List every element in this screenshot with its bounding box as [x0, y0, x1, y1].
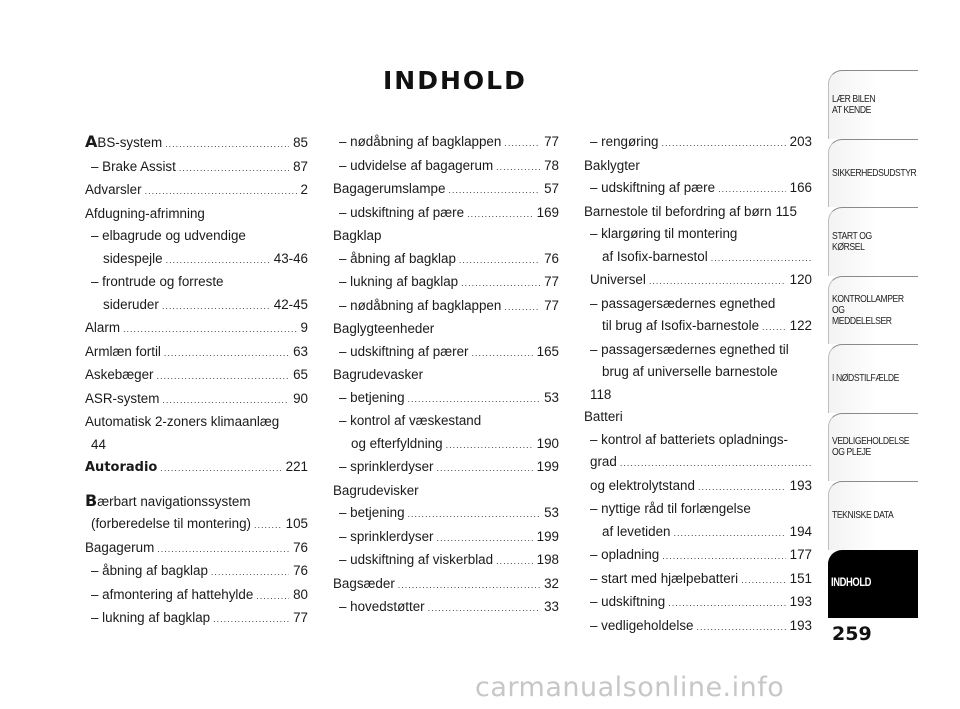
index-heading: Baklygter: [584, 157, 640, 173]
page-ref: 169: [536, 204, 559, 220]
index-entry: [584, 521, 812, 545]
page-number: 259: [832, 623, 872, 645]
index-entry: [85, 156, 308, 180]
entry-label: – nødåbning af bagklappen: [339, 297, 502, 313]
entry-label: Autoradio: [85, 460, 158, 475]
index-entry: [584, 131, 812, 155]
index-entry: [584, 544, 812, 568]
index-entry: [333, 549, 559, 573]
index-entry: [333, 155, 559, 179]
leader-dots: [496, 550, 533, 573]
entry-label: – start med hjælpebatteri: [590, 570, 739, 586]
index-entry: [85, 248, 308, 272]
index-entry: [85, 317, 308, 341]
watermark: carmanualsonline.info: [475, 672, 785, 703]
tab-tekniske-data[interactable]: [828, 481, 918, 550]
entry-label: (forberedelse til montering): [91, 516, 252, 531]
tab-label: LÆR BILEN AT KENDE: [832, 92, 876, 116]
leader-dots: [165, 133, 289, 156]
entry-label: sideruder: [103, 296, 159, 312]
entry-label: – udskiftning af pære: [339, 204, 465, 220]
index-column-2: [333, 131, 559, 620]
page-ref: 177: [789, 547, 812, 562]
tab-indhold[interactable]: [828, 550, 918, 619]
entry-label: Barnestole til befordring af børn: [584, 203, 772, 219]
index-entry: [85, 341, 308, 365]
index-entry: [85, 388, 308, 412]
leader-dots: [123, 318, 297, 341]
leader-dots: [461, 272, 540, 295]
tab-sikkerhedsudstyr[interactable]: [828, 139, 918, 208]
entry-label: ærbart navigationssystem: [97, 493, 251, 509]
page-ref: 120: [789, 272, 812, 287]
index-column-3: [584, 131, 812, 638]
index-subentry: – klargøring til montering: [590, 226, 738, 241]
leader-dots: [157, 538, 289, 561]
page-ref: 65: [293, 367, 308, 382]
entry-label: – rengøring: [590, 134, 659, 149]
leader-dots: [649, 270, 786, 293]
page-ref: 78: [544, 157, 559, 173]
tab-kontrollamper[interactable]: [828, 276, 918, 345]
leader-dots: [620, 452, 812, 475]
entry-label: – åbning af bagklap: [339, 250, 456, 266]
leader-dots: [160, 457, 281, 480]
leader-dots: [661, 132, 785, 155]
index-entry: [85, 584, 308, 608]
page-ref: 33: [544, 599, 559, 614]
page-ref: 9: [300, 320, 308, 335]
page-ref: 53: [544, 505, 559, 520]
entry-label: af levetiden: [602, 523, 671, 539]
entry-label: – åbning af bagklap: [91, 563, 208, 578]
entry-label: – afmontering af hattehylde: [91, 586, 254, 602]
entry-label: – sprinklerdyser: [339, 528, 434, 544]
page-ref: 42-45: [273, 296, 308, 312]
page-ref: 57: [544, 181, 559, 196]
index-heading: Automatisk 2-zoners klimaanlæg: [85, 414, 280, 429]
index-entry: [584, 177, 812, 201]
entry-label: – vedligeholdelse: [590, 617, 694, 633]
leader-dots: [762, 316, 786, 339]
entry-label: ASR-system: [85, 390, 160, 406]
index-entry: [333, 271, 559, 295]
page-ref: 85: [293, 135, 308, 150]
page-ref: 77: [544, 134, 559, 149]
index-subentry: – nyttige råd til forlængelse: [590, 501, 751, 516]
index-entry: [85, 131, 308, 156]
index-entry: [333, 526, 559, 550]
index-entry: [333, 248, 559, 272]
initial-letter: B: [85, 490, 98, 510]
page-ref: 203: [789, 134, 812, 149]
page-ref: 63: [293, 343, 308, 359]
leader-dots: [164, 342, 289, 365]
page-ref: 77: [544, 297, 559, 313]
entry-label: til brug af Isofix-barnestole: [602, 318, 760, 333]
index-heading: [85, 490, 308, 514]
page-title: INDHOLD: [383, 66, 527, 95]
page-ref: 122: [789, 318, 812, 333]
index-entry: [333, 502, 559, 526]
entry-label: Advarsler: [85, 182, 142, 197]
index-entry: [333, 131, 559, 155]
leader-dots: [504, 296, 540, 319]
tab-label: START OG KØRSEL: [832, 229, 872, 253]
leader-dots: [156, 365, 289, 388]
section-tabs: [828, 70, 918, 618]
page-ref: 221: [285, 459, 308, 474]
entry-label: og elektrolytstand: [590, 477, 695, 493]
index-heading: Batteri: [584, 409, 623, 424]
index-entry: [584, 315, 812, 339]
page-ref: 199: [536, 528, 559, 544]
entry-label: BS-system: [97, 135, 163, 150]
leader-dots: [162, 295, 270, 318]
tab-label: VEDLIGEHOLDELSE OG PLEJE: [832, 435, 910, 459]
entry-label: – udskiftning af viskerblad: [339, 552, 494, 567]
entry-label: – betjening: [339, 505, 405, 520]
index-entry: [85, 560, 308, 584]
entry-label: – sprinklerdyser: [339, 459, 434, 474]
entry-label: – udskiftning af pære: [590, 180, 716, 195]
page-ref: 190: [536, 435, 559, 451]
entry-label: – udvidelse af bagagerum: [339, 157, 494, 173]
index-subentry: – passagersædernes egnethed: [590, 295, 776, 311]
entry-label: – udskiftning af pærer: [339, 343, 469, 359]
page-ref: 32: [544, 575, 559, 591]
page-ref: 198: [536, 552, 559, 567]
index-page-ref-line: 118: [590, 386, 612, 402]
index-entry: [333, 178, 559, 202]
index-heading: Baglygteenheder: [333, 321, 435, 336]
index-entry: [584, 568, 812, 592]
leader-dots: [472, 342, 533, 365]
leader-dots: [166, 249, 270, 272]
page-ref: 53: [544, 389, 559, 405]
page-ref: 115: [775, 203, 797, 219]
entry-label: Armlæn fortil: [85, 343, 161, 359]
index-entry: [333, 341, 559, 365]
page-ref: 76: [293, 563, 308, 578]
page-ref: 43-46: [273, 250, 308, 266]
leader-dots: [448, 179, 540, 202]
index-entry: [85, 537, 308, 561]
tab-i-nodstilfaelde[interactable]: [828, 344, 918, 413]
index-entry: [333, 596, 559, 620]
leader-dots: [408, 388, 541, 411]
page-ref: 77: [293, 610, 308, 625]
leader-dots: [437, 527, 533, 550]
leader-dots: [504, 132, 540, 155]
leader-dots: [718, 178, 786, 201]
tab-laer-bilen-at-kende[interactable]: [828, 70, 918, 139]
tab-label: I NØDSTILFÆLDE: [832, 372, 899, 385]
page-ref: 193: [789, 477, 812, 493]
leader-dots: [467, 203, 533, 226]
leader-dots: [256, 585, 289, 608]
index-entry: [584, 615, 812, 639]
page-ref: 2: [300, 182, 308, 197]
leader-dots: [179, 157, 289, 180]
leader-dots: [408, 503, 541, 526]
page-ref: 165: [536, 343, 559, 359]
page-ref: 87: [293, 158, 308, 174]
entry-label: – lukning af bagklap: [91, 610, 211, 625]
entry-label: grad: [590, 454, 617, 469]
page-ref: 90: [293, 390, 308, 406]
entry-label: Bagsæder: [333, 575, 395, 591]
index-entry: [333, 433, 559, 457]
index-subentry: – kontrol af væskestand: [339, 413, 482, 428]
index-entry: [333, 295, 559, 319]
leader-dots: [741, 569, 786, 592]
index-entry: [85, 513, 308, 537]
leader-dots: [711, 247, 812, 270]
initial-letter: A: [85, 132, 98, 151]
leader-dots: [698, 476, 786, 499]
leader-dots: [446, 434, 533, 457]
index-heading: Bagklap: [333, 228, 382, 243]
leader-dots: [662, 545, 785, 568]
page-ref: 76: [544, 250, 559, 266]
entry-label: – lukning af bagklap: [339, 274, 459, 289]
index-subentry: – frontrude og forreste: [91, 274, 224, 289]
page-ref: 77: [544, 274, 559, 289]
entry-label: – hovedstøtter: [339, 599, 425, 614]
page-ref: 193: [789, 594, 812, 609]
entry-label: – opladning: [590, 547, 660, 562]
leader-dots: [213, 608, 289, 631]
leader-dots: [162, 389, 289, 412]
leader-dots: [398, 574, 540, 597]
index-column-1: [85, 131, 308, 631]
leader-dots: [428, 597, 540, 620]
index-subentry: – kontrol af batteriets opladnings-: [590, 431, 789, 447]
entry-label: af Isofix-barnestol: [602, 248, 708, 264]
index-subentry: brug af universelle barnestole: [602, 364, 778, 379]
page-ref: 199: [536, 459, 559, 474]
tab-label: KONTROLLAMPER OG MEDDELELSER: [832, 292, 904, 327]
index-entry: [584, 591, 812, 615]
tab-vedligeholdelse[interactable]: [828, 413, 918, 482]
leader-dots: [459, 249, 540, 272]
leader-dots: [437, 457, 533, 480]
index-entry: [333, 202, 559, 226]
entry-label: sidespejle: [103, 250, 163, 266]
entry-label: Alarm: [85, 320, 120, 335]
index-entry: [85, 364, 308, 388]
entry-label: Bagagerum: [85, 539, 155, 555]
index-page-ref-line: 44: [91, 436, 106, 452]
entry-label: – udskiftning: [590, 594, 666, 609]
entry-label: – Brake Assist: [91, 158, 176, 174]
tab-label: INDHOLD: [831, 577, 872, 590]
entry-label: og efterfyldning: [351, 435, 443, 451]
leader-dots: [211, 561, 289, 584]
entry-label: Bagagerumslampe: [333, 181, 446, 196]
index-entry: [85, 456, 308, 480]
index-heading: Afdugning-afrimning: [85, 205, 205, 221]
index-subentry: – passagersædernes egnethed til: [590, 341, 789, 357]
index-entry: [584, 246, 812, 270]
leader-dots: [145, 180, 297, 203]
index-entry: [584, 201, 812, 224]
entry-label: Universel: [590, 272, 646, 287]
tab-label: TEKNISKE DATA: [832, 509, 894, 522]
index-entry: [584, 269, 812, 293]
entry-label: Askebæger: [85, 367, 154, 382]
index-heading: Bagrudevasker: [333, 367, 424, 382]
index-entry: [85, 294, 308, 318]
tab-start-og-korsel[interactable]: [828, 207, 918, 276]
entry-label: – nødåbning af bagklappen: [339, 134, 502, 149]
index-entry: [584, 451, 812, 475]
leader-dots: [674, 522, 786, 545]
index-entry: [85, 607, 308, 631]
tab-label: SIKKERHEDSUDSTYR: [832, 166, 917, 179]
index-entry: [333, 456, 559, 480]
index-heading: Bagrudevisker: [333, 482, 419, 498]
index-entry: [85, 179, 308, 203]
page-ref: 151: [789, 570, 812, 586]
index-entry: [584, 475, 812, 499]
index-entry: [333, 387, 559, 411]
index-subentry: – elbagrude og udvendige: [91, 228, 246, 243]
page-ref: 194: [789, 523, 812, 539]
page-ref: 166: [789, 180, 812, 195]
index-entry: [333, 573, 559, 597]
page-ref: 76: [293, 539, 308, 555]
leader-dots: [254, 514, 282, 537]
page-ref: 193: [789, 617, 812, 633]
entry-label: – betjening: [339, 389, 405, 405]
leader-dots: [668, 592, 785, 615]
page-ref: 80: [293, 586, 308, 602]
leader-dots: [496, 156, 540, 179]
page-ref: 105: [285, 516, 308, 531]
leader-dots: [696, 616, 785, 639]
